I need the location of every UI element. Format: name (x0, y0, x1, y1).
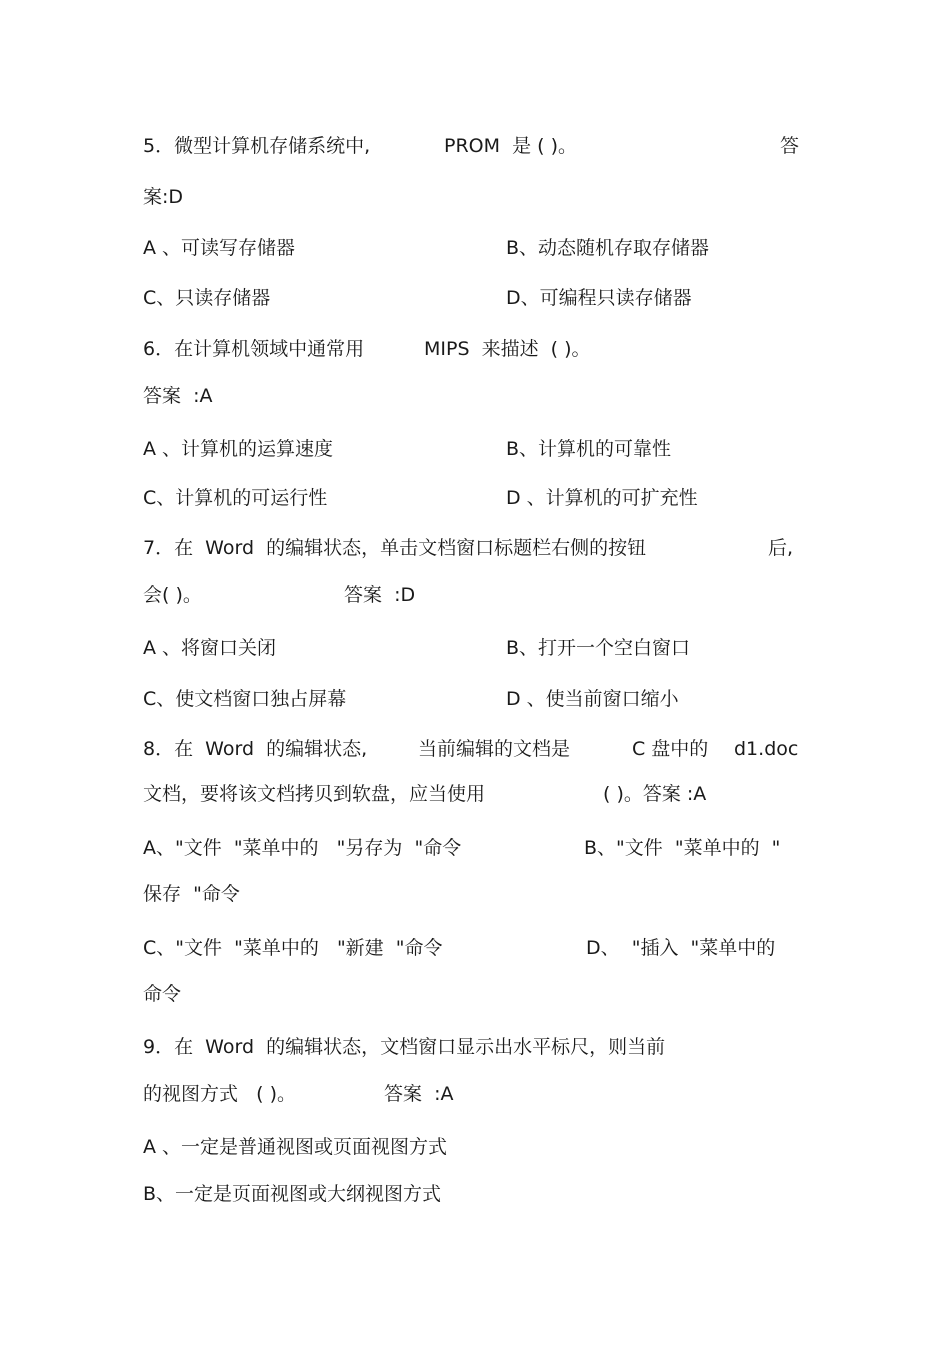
question-9-answer: 答案 :A (384, 1083, 454, 1105)
question-8-option-a: A、"文件 "菜单中的 "另存为 "命令 (143, 837, 462, 859)
question-8-stem-part-2: C 盘中的 (632, 738, 709, 760)
question-5-option-b: B、动态随机存取存储器 (506, 237, 710, 259)
question-9-option-a: A 、一定是普通视图或页面视图方式 (143, 1136, 448, 1158)
question-5-stem: 5．微型计算机存储系统中, (143, 135, 371, 157)
question-9-stem-continued: 的视图方式 ( )。 (143, 1083, 296, 1105)
question-6-answer: 答案 :A (143, 385, 213, 407)
question-5-stem-part: PROM 是 ( )。 (444, 135, 577, 157)
question-6-option-a: A 、计算机的运算速度 (143, 438, 334, 460)
question-8-answer: ( )。答案 :A (603, 783, 707, 805)
question-5-option-a: A 、可读写存储器 (143, 237, 296, 259)
question-9-option-b: B、一定是页面视图或大纲视图方式 (143, 1183, 442, 1205)
question-7-option-d: D 、使当前窗口缩小 (506, 688, 679, 710)
question-7-stem-continued: 会( )。 (143, 584, 202, 606)
question-5-option-c: C、只读存储器 (143, 287, 271, 309)
question-5-answer-prefix: 答 (780, 135, 800, 157)
question-6-stem-part: MIPS 来描述 ( )。 (424, 338, 591, 360)
question-8-option-b: B、"文件 "菜单中的 " (584, 837, 781, 859)
question-7-option-b: B、打开一个空白窗口 (506, 637, 691, 659)
question-7-stem: 7．在 Word 的编辑状态，单击文档窗口标题栏右侧的按钮 (143, 537, 647, 559)
question-8-stem-continued: 文档，要将该文档拷贝到软盘，应当使用 (143, 783, 486, 805)
question-5-option-d: D、可编程只读存储器 (506, 287, 692, 309)
question-7-option-a: A 、将窗口关闭 (143, 637, 277, 659)
question-8-stem-part: 当前编辑的文档是 (418, 738, 571, 760)
question-6-option-c: C、计算机的可运行性 (143, 487, 328, 509)
question-6-stem: 6．在计算机领域中通常用 (143, 338, 365, 360)
question-7-stem-part: 后, (768, 537, 794, 559)
question-8-stem-part-3: d1.doc (734, 738, 799, 760)
question-7-option-c: C、使文档窗口独占屏幕 (143, 688, 347, 710)
question-9-stem: 9．在 Word 的编辑状态，文档窗口显示出水平标尺，则当前 (143, 1036, 666, 1058)
question-6-option-d: D 、计算机的可扩充性 (506, 487, 698, 509)
question-7-answer: 答案 :D (344, 584, 416, 606)
question-8-stem: 8．在 Word 的编辑状态, (143, 738, 368, 760)
question-8-option-b-continued: 保存 "命令 (143, 883, 240, 905)
question-5-answer: 案:D (143, 186, 184, 208)
question-8-option-d: D、 "插入 "菜单中的 (586, 937, 776, 959)
question-6-option-b: B、计算机的可靠性 (506, 438, 672, 460)
question-8-option-c: C、"文件 "菜单中的 "新建 "命令 (143, 937, 443, 959)
question-8-option-d-continued: 命令 (143, 983, 182, 1005)
